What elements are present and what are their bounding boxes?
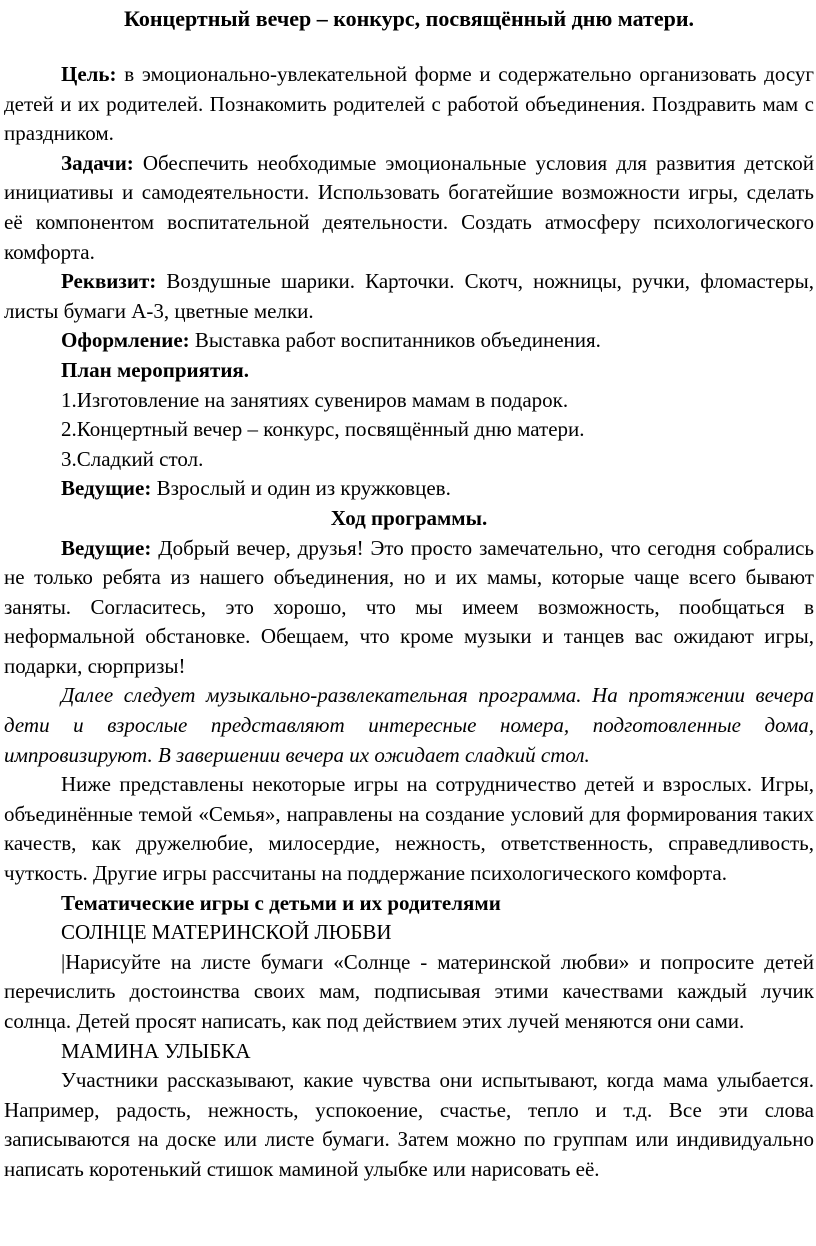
games-heading: Тематические игры с детьми и их родителями: [61, 890, 501, 915]
design-text: Выставка работ воспитанников объединения.: [194, 328, 601, 353]
plan-heading: План мероприятия.: [61, 357, 250, 382]
tasks-text: Обеспечить необходимые эмоциональные условия для развития детской инициативы и самодеятельности. Использовать богатейшие возможности игры, сделать её компонентом воспитательной деятельности. Создать атмосферу психологического комфорта.: [4, 150, 814, 264]
game1-text: |Нарисуйте на листе бумаги «Солнце - материнской любви» и попросите детей перечислить достоинства своих мам, подписывая этими качествами каждый лучик солнца. Детей просят написать, как под действием этих лучей меняются они сами.: [4, 949, 814, 1033]
plan-item: 1.Изготовление на занятиях сувениров мамам в подарок.: [61, 387, 569, 412]
tasks-label: Задачи:: [61, 150, 134, 175]
design-label: Оформление:: [61, 328, 190, 353]
host-speech-label: Ведущие:: [61, 535, 152, 560]
props-text: Воздушные шарики. Карточки. Скотч, ножницы, ручки, фломастеры, листы бумаги А-3, цветные мелки.: [4, 269, 815, 323]
host-speech-paragraph: [4, 534, 814, 682]
tasks-paragraph: [4, 149, 814, 267]
goal-text: в эмоционально-увлекательной форме и содержательно организовать досуг детей и их родителей. Познакомить родителей с работой объединения. Поздравить мам с праздником.: [4, 62, 815, 146]
props-label: Реквизит:: [61, 269, 157, 294]
game2-text: Участники рассказывают, какие чувства они испытывают, когда мама улыбается. Например, радость, нежность, успокоение, счастье, тепло и т.д. Все эти слова записываются на доске или листе бумаги. Затем можно по группам или индивидуально написать коротенький стишок маминой улыбке или нарисовать её.: [4, 1068, 814, 1181]
goal-paragraph: [4, 60, 814, 149]
game1-title: СОЛНЦЕ МАТЕРИНСКОЙ ЛЮБВИ: [61, 920, 392, 945]
goal-label: Цель:: [61, 62, 117, 86]
hosts-text: Взрослый и один из кружковцев.: [156, 476, 451, 501]
program-note-italic: Далее следует музыкально-развлекательная программа. На протяжении вечера дети и взрослые представляют интересные номера, подготовленные дома, импровизируют. В завершении вечера их ожидает сладкий стол.: [4, 683, 814, 767]
props-paragraph: [4, 267, 814, 326]
host-speech-text: Добрый вечер, друзья! Это просто замечательно, что сегодня собрались не только ребята из нашего объединения, но и их мамы, которые чаще всего бывают заняты. Согласитесь, это хорошо, что мы имеем возможность, пообщаться в неформальной обстановке. Обещаем, что кроме музыки и танцев вас ожидают игры, подарки, сюрпризы!: [4, 535, 814, 678]
hosts-paragraph: [4, 474, 814, 504]
games-intro-paragraph: Ниже представлены некоторые игры на сотрудничество детей и взрослых. Игры, объединённые темой «Семья», направлены на создание условий для формирования таких качеств, как дружелюбие, милосердие, нежность, ответственность, справедливость, чуткость. Другие игры рассчитаны на поддержание психологического комфорта.: [4, 772, 814, 886]
plan-item: 3.Сладкий стол.: [61, 446, 204, 471]
program-heading: Ход программы.: [330, 505, 488, 530]
plan-item: 2.Концертный вечер – конкурс, посвящённый дню матери.: [61, 417, 585, 442]
document-title: Концертный вечер – конкурс, посвящённый дню матери.: [123, 6, 695, 31]
hosts-label: Ведущие:: [61, 476, 152, 501]
design-paragraph: [4, 326, 814, 356]
game2-title: МАМИНА УЛЫБКА: [61, 1038, 251, 1063]
